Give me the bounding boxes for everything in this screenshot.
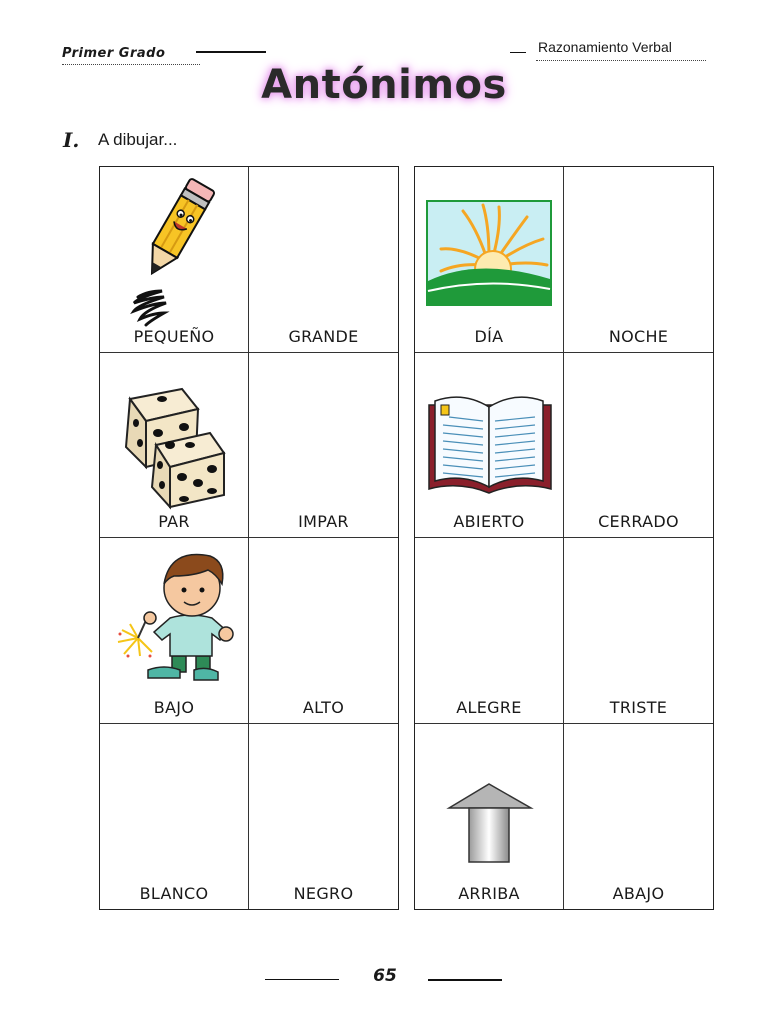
subject-label: Razonamiento Verbal — [538, 39, 672, 55]
cell-blanco[interactable] — [100, 724, 249, 910]
word-label: ABIERTO — [453, 512, 525, 531]
word-label: ARRIBA — [458, 884, 520, 903]
cell-bajo — [100, 538, 249, 724]
word-label: CERRADO — [598, 512, 679, 531]
word-label: ALEGRE — [456, 697, 522, 717]
word-label: ABAJO — [612, 884, 665, 903]
word-label: BAJO — [153, 697, 195, 717]
cell-arriba — [415, 724, 564, 910]
pencil-icon — [100, 167, 250, 353]
footer-line-left — [265, 979, 339, 980]
word-label: IMPAR — [298, 512, 349, 531]
cell-abajo[interactable] — [564, 724, 713, 910]
page-title — [0, 62, 768, 108]
word-label: DÍA — [474, 326, 504, 346]
grade-label: Primer Grado — [62, 46, 166, 61]
page-number: 65 — [373, 966, 397, 986]
cell-alegre[interactable] — [415, 538, 564, 724]
word-label: NOCHE — [608, 326, 669, 346]
section-number: I. — [63, 128, 80, 152]
section-instruction: A dibujar... — [98, 130, 178, 149]
page-title-text: Antónimos — [261, 62, 507, 108]
word-label: PEQUEÑO — [133, 326, 215, 346]
grade-blank-line — [196, 51, 266, 53]
cell-cerrado[interactable] — [564, 353, 713, 539]
cell-triste[interactable] — [564, 538, 713, 724]
boy-icon — [100, 538, 250, 724]
word-label: NEGRO — [293, 884, 354, 903]
cell-noche[interactable] — [564, 167, 713, 353]
cell-abierto — [415, 353, 564, 539]
sun-landscape-icon — [415, 167, 565, 353]
subject-dash — [510, 52, 526, 53]
footer-line-right — [428, 979, 502, 981]
cell-alto[interactable] — [249, 538, 398, 724]
up-arrow-icon — [415, 724, 565, 910]
cell-pequeno — [100, 167, 249, 353]
right-antonym-grid — [414, 166, 714, 910]
left-antonym-grid — [99, 166, 399, 910]
open-book-icon — [415, 353, 565, 539]
dice-icon — [100, 353, 250, 539]
subject-header — [536, 37, 706, 61]
word-label: TRISTE — [609, 697, 668, 717]
cell-impar[interactable] — [249, 353, 398, 539]
cell-dia — [415, 167, 564, 353]
cell-par — [100, 353, 249, 539]
cell-negro[interactable] — [249, 724, 398, 910]
word-label: GRANDE — [288, 326, 359, 346]
word-label: BLANCO — [139, 884, 209, 903]
word-label: PAR — [158, 512, 190, 531]
cell-grande[interactable] — [249, 167, 398, 353]
word-label: ALTO — [302, 697, 345, 717]
